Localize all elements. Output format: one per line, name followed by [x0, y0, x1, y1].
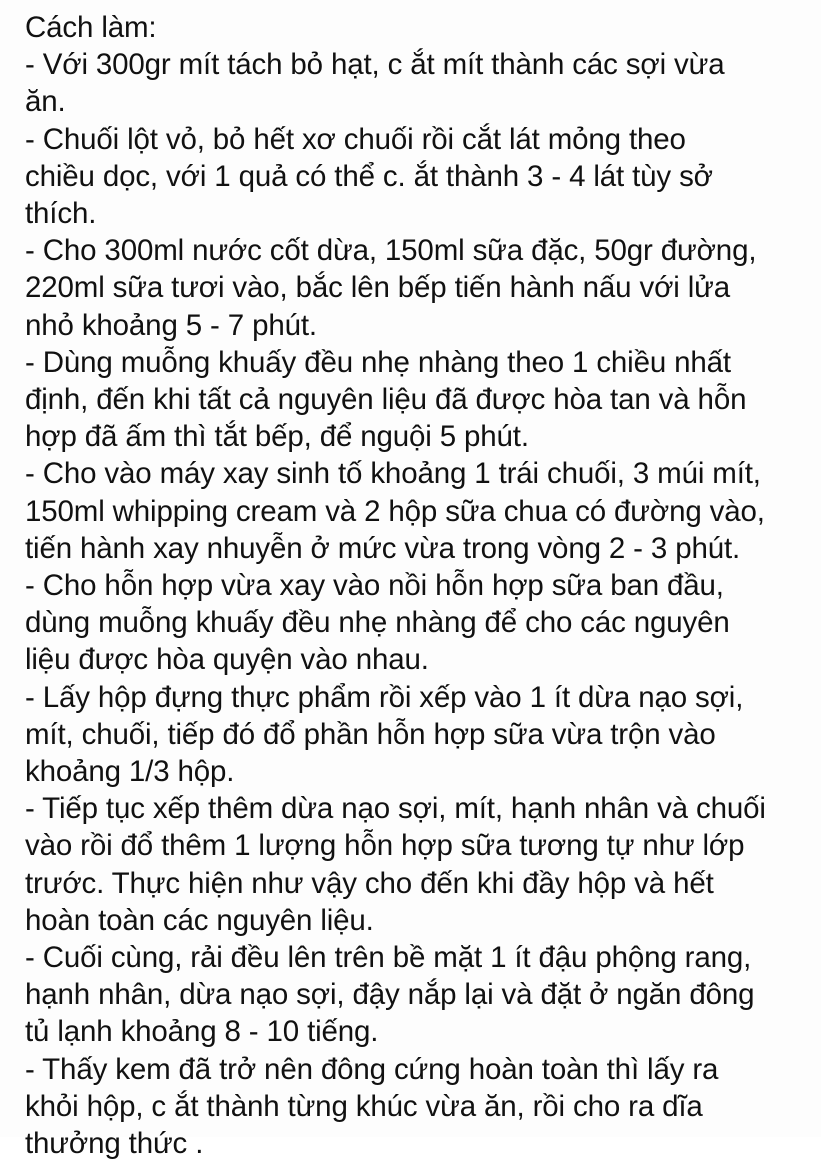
text-line: - Với 300gr mít tách bỏ hạt, c ắt mít thành các sợi vừa — [25, 48, 725, 82]
text-line: hợp đã ấm thì tắt bếp, để nguội 5 phút. — [25, 420, 529, 454]
text-line: khỏi hộp, c ắt thành từng khúc vừa ăn, rồi cho ra dĩa — [25, 1089, 703, 1123]
text-line: - Cuối cùng, rải đều lên trên bề mặt 1 ít đậu phộng rang, — [25, 941, 752, 975]
text-line: - Cho vào máy xay sinh tố khoảng 1 trái chuối, 3 múi mít, — [25, 457, 761, 491]
text-line: 220ml sữa tươi vào, bắc lên bếp tiến hành nấu với lửa — [25, 271, 730, 305]
text-line: hoàn toàn các nguyên liệu. — [25, 903, 374, 937]
text-line: - Thấy kem đã trở nên đông cứng hoàn toàn thì lấy ra — [25, 1052, 719, 1086]
text-line: thưởng thức . — [25, 1127, 204, 1161]
text-line: khoảng 1/3 hộp. — [25, 755, 235, 789]
text-line: nhỏ khoảng 5 - 7 phút. — [25, 308, 317, 342]
text-line: hạnh nhân, dừa nạo sợi, đậy nắp lại và đặt ở ngăn đông — [25, 978, 755, 1012]
text-line: liệu được hòa quyện vào nhau. — [25, 643, 429, 677]
text-line: ăn. — [25, 85, 66, 119]
recipe-text-body — [25, 9, 801, 1162]
text-line: tủ lạnh khoảng 8 - 10 tiếng. — [25, 1015, 379, 1049]
text-line: - Tiếp tục xếp thêm dừa nạo sợi, mít, hạnh nhân và chuối — [25, 792, 766, 826]
text-line: mít, chuối, tiếp đó đổ phần hỗn hợp sữa vừa trộn vào — [25, 717, 716, 751]
text-line: - Lấy hộp đựng thực phẩm rồi xếp vào 1 ít dừa nạo sợi, — [25, 680, 744, 714]
heading-cach-lam: Cách làm: — [25, 11, 157, 44]
text-line: trước. Thực hiện như vậy cho đến khi đầy hộp và hết — [25, 866, 714, 900]
text-line: dùng muỗng khuấy đều nhẹ nhàng để cho các nguyên — [25, 606, 730, 640]
text-line: 150ml whipping cream và 2 hộp sữa chua có đường vào, — [25, 494, 765, 528]
text-line: định, đến khi tất cả nguyên liệu đã được hòa tan và hỗn — [25, 383, 747, 417]
text-line: - Chuối lột vỏ, bỏ hết xơ chuối rồi cắt lát mỏng theo — [25, 122, 686, 156]
text-line: chiều dọc, với 1 quả có thể c. ắt thành 3 - 4 lát tùy sở — [25, 159, 713, 193]
text-line: thích. — [25, 197, 97, 231]
text-line: - Cho hỗn hợp vừa xay vào nồi hỗn hợp sữa ban đầu, — [25, 569, 724, 603]
text-line: - Cho 300ml nước cốt dừa, 150ml sữa đặc, 50gr đường, — [25, 234, 757, 268]
text-line: vào rồi đổ thêm 1 lượng hỗn hợp sữa tương tự như lớp — [25, 829, 745, 863]
text-line: tiến hành xay nhuyễn ở mức vừa trong vòng 2 - 3 phút. — [25, 531, 741, 565]
text-line: - Dùng muỗng khuấy đều nhẹ nhàng theo 1 chiều nhất — [25, 345, 731, 379]
